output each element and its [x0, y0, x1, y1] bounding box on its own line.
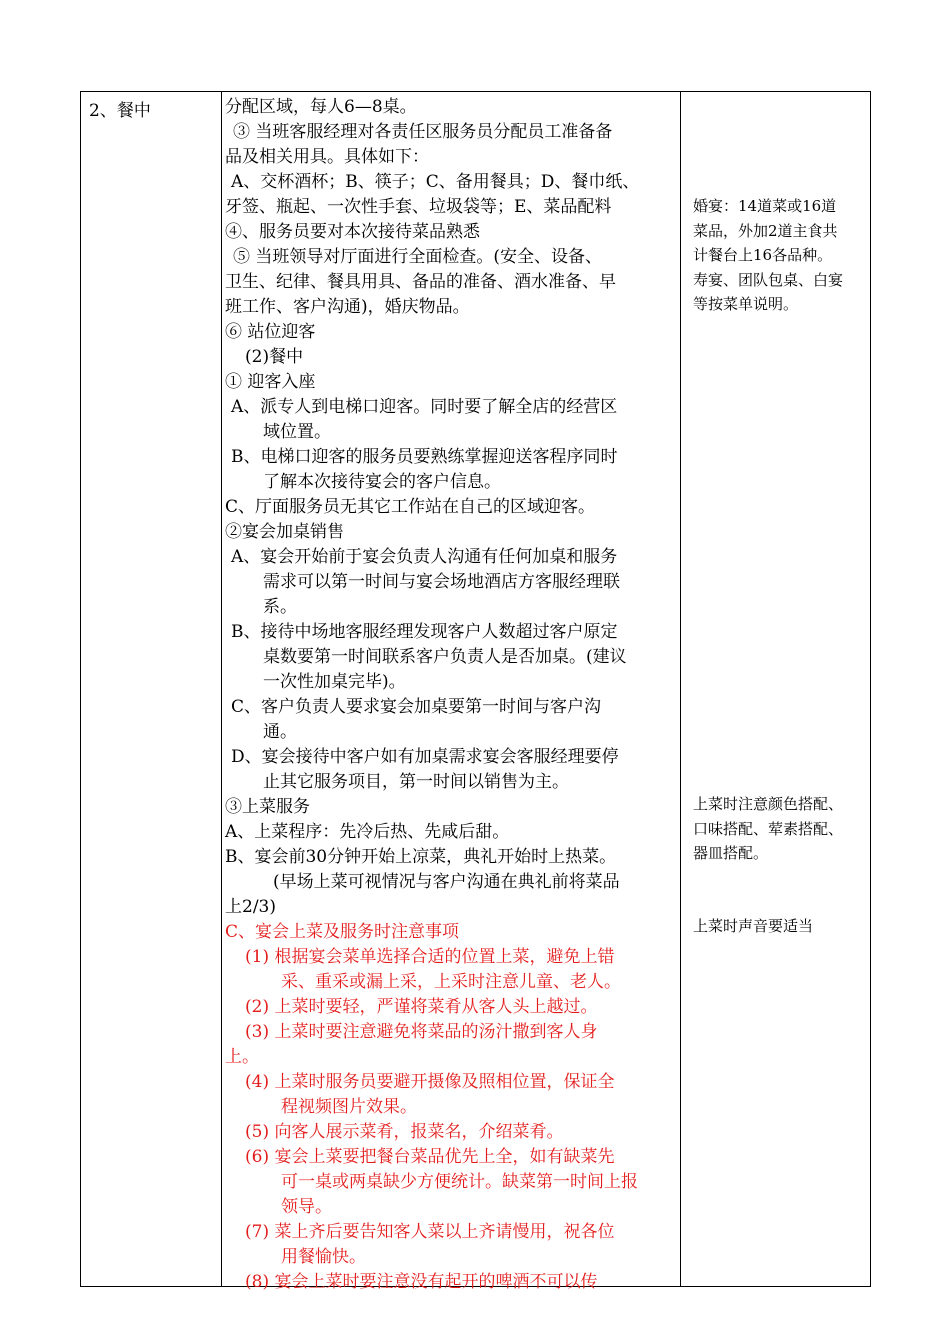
procedure-line: 分配区域，每人6—8桌。: [225, 97, 417, 117]
procedure-line: 领导。: [281, 1197, 332, 1217]
procedure-line: A、上菜程序：先冷后热、先咸后甜。: [225, 822, 510, 842]
procedure-line: (1) 根据宴会菜单选择合适的位置上菜，避免上错: [245, 947, 615, 967]
procedure-line: A、派专人到电梯口迎客。同时要了解全店的经营区: [231, 397, 618, 417]
column-divider-2: [680, 92, 681, 1286]
note-serving-matching: [693, 792, 865, 866]
procedure-line: 品及相关用具。具体如下：: [225, 147, 429, 167]
procedure-line: (2)餐中: [245, 347, 304, 367]
procedure-line: 程视频图片效果。: [281, 1097, 417, 1117]
procedure-line: A、交杯酒杯；B、筷子；C、备用餐具；D、餐巾纸、: [231, 172, 640, 192]
procedure-line: C、客户负责人要求宴会加桌要第一时间与客户沟: [231, 697, 602, 717]
procedure-line: 卫生、纪律、餐具用具、备品的准备、酒水准备、早: [225, 272, 616, 292]
note-line: 上菜时声音要适当: [693, 917, 814, 935]
procedure-line: ⑤ 当班领导对厅面进行全面检查。(安全、设备、: [233, 247, 603, 267]
procedure-line: B、宴会前30分钟开始上凉菜，典礼开始时上热菜。: [225, 847, 617, 867]
procedure-line: 上。: [225, 1047, 259, 1067]
procedure-line: (2) 上菜时要轻，严谨将菜肴从客人头上越过。: [245, 997, 598, 1017]
procedure-line: (3) 上菜时要注意避免将菜品的汤汁撒到客人身: [245, 1022, 598, 1042]
note-wedding-dishes: [693, 194, 865, 317]
note-line: 等按菜单说明。: [693, 295, 799, 313]
procedure-line: C、厅面服务员无其它工作站在自己的区域迎客。: [225, 497, 596, 517]
note-serving-voice: [693, 914, 865, 939]
procedure-line: 系。: [263, 597, 297, 617]
procedure-line: ④、服务员要对本次接待菜品熟悉: [225, 222, 480, 242]
procedure-table: [80, 91, 871, 1292]
procedure-line: 了解本次接待宴会的客户信息。: [263, 472, 501, 492]
procedure-line: (6) 宴会上菜要把餐台菜品优先上全，如有缺菜先: [245, 1147, 615, 1167]
procedure-line: 可一桌或两桌缺少方便统计。缺菜第一时间上报: [281, 1172, 638, 1192]
procedure-line: B、电梯口迎客的服务员要熟练掌握迎送客程序同时: [231, 447, 618, 467]
procedure-line: ③上菜服务: [225, 797, 310, 817]
procedure-line: B、接待中场地客服经理发现客户人数超过客户原定: [231, 622, 618, 642]
procedure-line: 域位置。: [263, 422, 331, 442]
procedure-line: 班工作、客户沟通)，婚庆物品。: [225, 297, 470, 317]
procedure-line: (5) 向客人展示菜肴，报菜名，介绍菜肴。: [245, 1122, 564, 1142]
procedure-line: A、宴会开始前于宴会负责人沟通有任何加桌和服务: [231, 547, 618, 567]
note-line: 口味搭配、荤素搭配、: [693, 819, 844, 838]
procedure-line: 采、重采或漏上采，上采时注意儿童、老人。: [281, 972, 621, 992]
procedure-line: 上2/3): [225, 897, 276, 917]
procedure-line: 牙签、瓶起、一次性手套、垃圾袋等；E、菜品配料: [225, 197, 612, 217]
section-label: 2、餐中: [89, 101, 151, 121]
procedure-line: ③ 当班客服经理对各责任区服务员分配员工准备备: [233, 122, 613, 142]
procedure-line: 用餐愉快。: [281, 1247, 366, 1267]
procedure-line: 需求可以第一时间与宴会场地酒店方客服经理联: [263, 572, 620, 592]
procedure-line: (4) 上菜时服务员要避开摄像及照相位置，保证全: [245, 1072, 615, 1092]
procedure-line: 止其它服务项目，第一时间以销售为主。: [263, 772, 569, 792]
procedure-line: (早场上菜可视情况与客户沟通在典礼前将菜品: [273, 872, 620, 892]
column-divider-1: [221, 92, 222, 1286]
procedure-line: 通。: [263, 722, 297, 742]
note-line: 计餐台上16各品种。: [693, 246, 833, 264]
note-line: 上菜时注意颜色搭配、: [693, 795, 844, 813]
note-line: 菜品，外加2道主食共: [693, 221, 838, 240]
procedure-line: ① 迎客入座: [225, 372, 316, 392]
procedure-line: D、宴会接待中客户如有加桌需求宴会客服经理要停: [231, 747, 619, 767]
procedure-line: (7) 菜上齐后要告知客人菜以上齐请慢用，祝各位: [245, 1222, 615, 1242]
procedure-line: 桌数要第一时间联系客户负责人是否加桌。(建议: [263, 647, 627, 667]
note-line: 器皿搭配。: [693, 844, 769, 862]
procedure-line: ②宴会加桌销售: [225, 522, 344, 542]
procedure-line: 一次性加桌完毕)。: [263, 672, 406, 692]
procedure-text: [225, 95, 677, 1295]
procedure-line: C、宴会上菜及服务时注意事项: [225, 922, 460, 942]
procedure-line: ⑥ 站位迎客: [225, 322, 316, 342]
note-line: 寿宴、团队包桌、白宴: [693, 270, 844, 289]
procedure-line: (8) 宴会上菜时要注意没有起开的啤酒不可以传: [245, 1272, 598, 1292]
note-line: 婚宴：14道菜或16道: [693, 197, 837, 215]
